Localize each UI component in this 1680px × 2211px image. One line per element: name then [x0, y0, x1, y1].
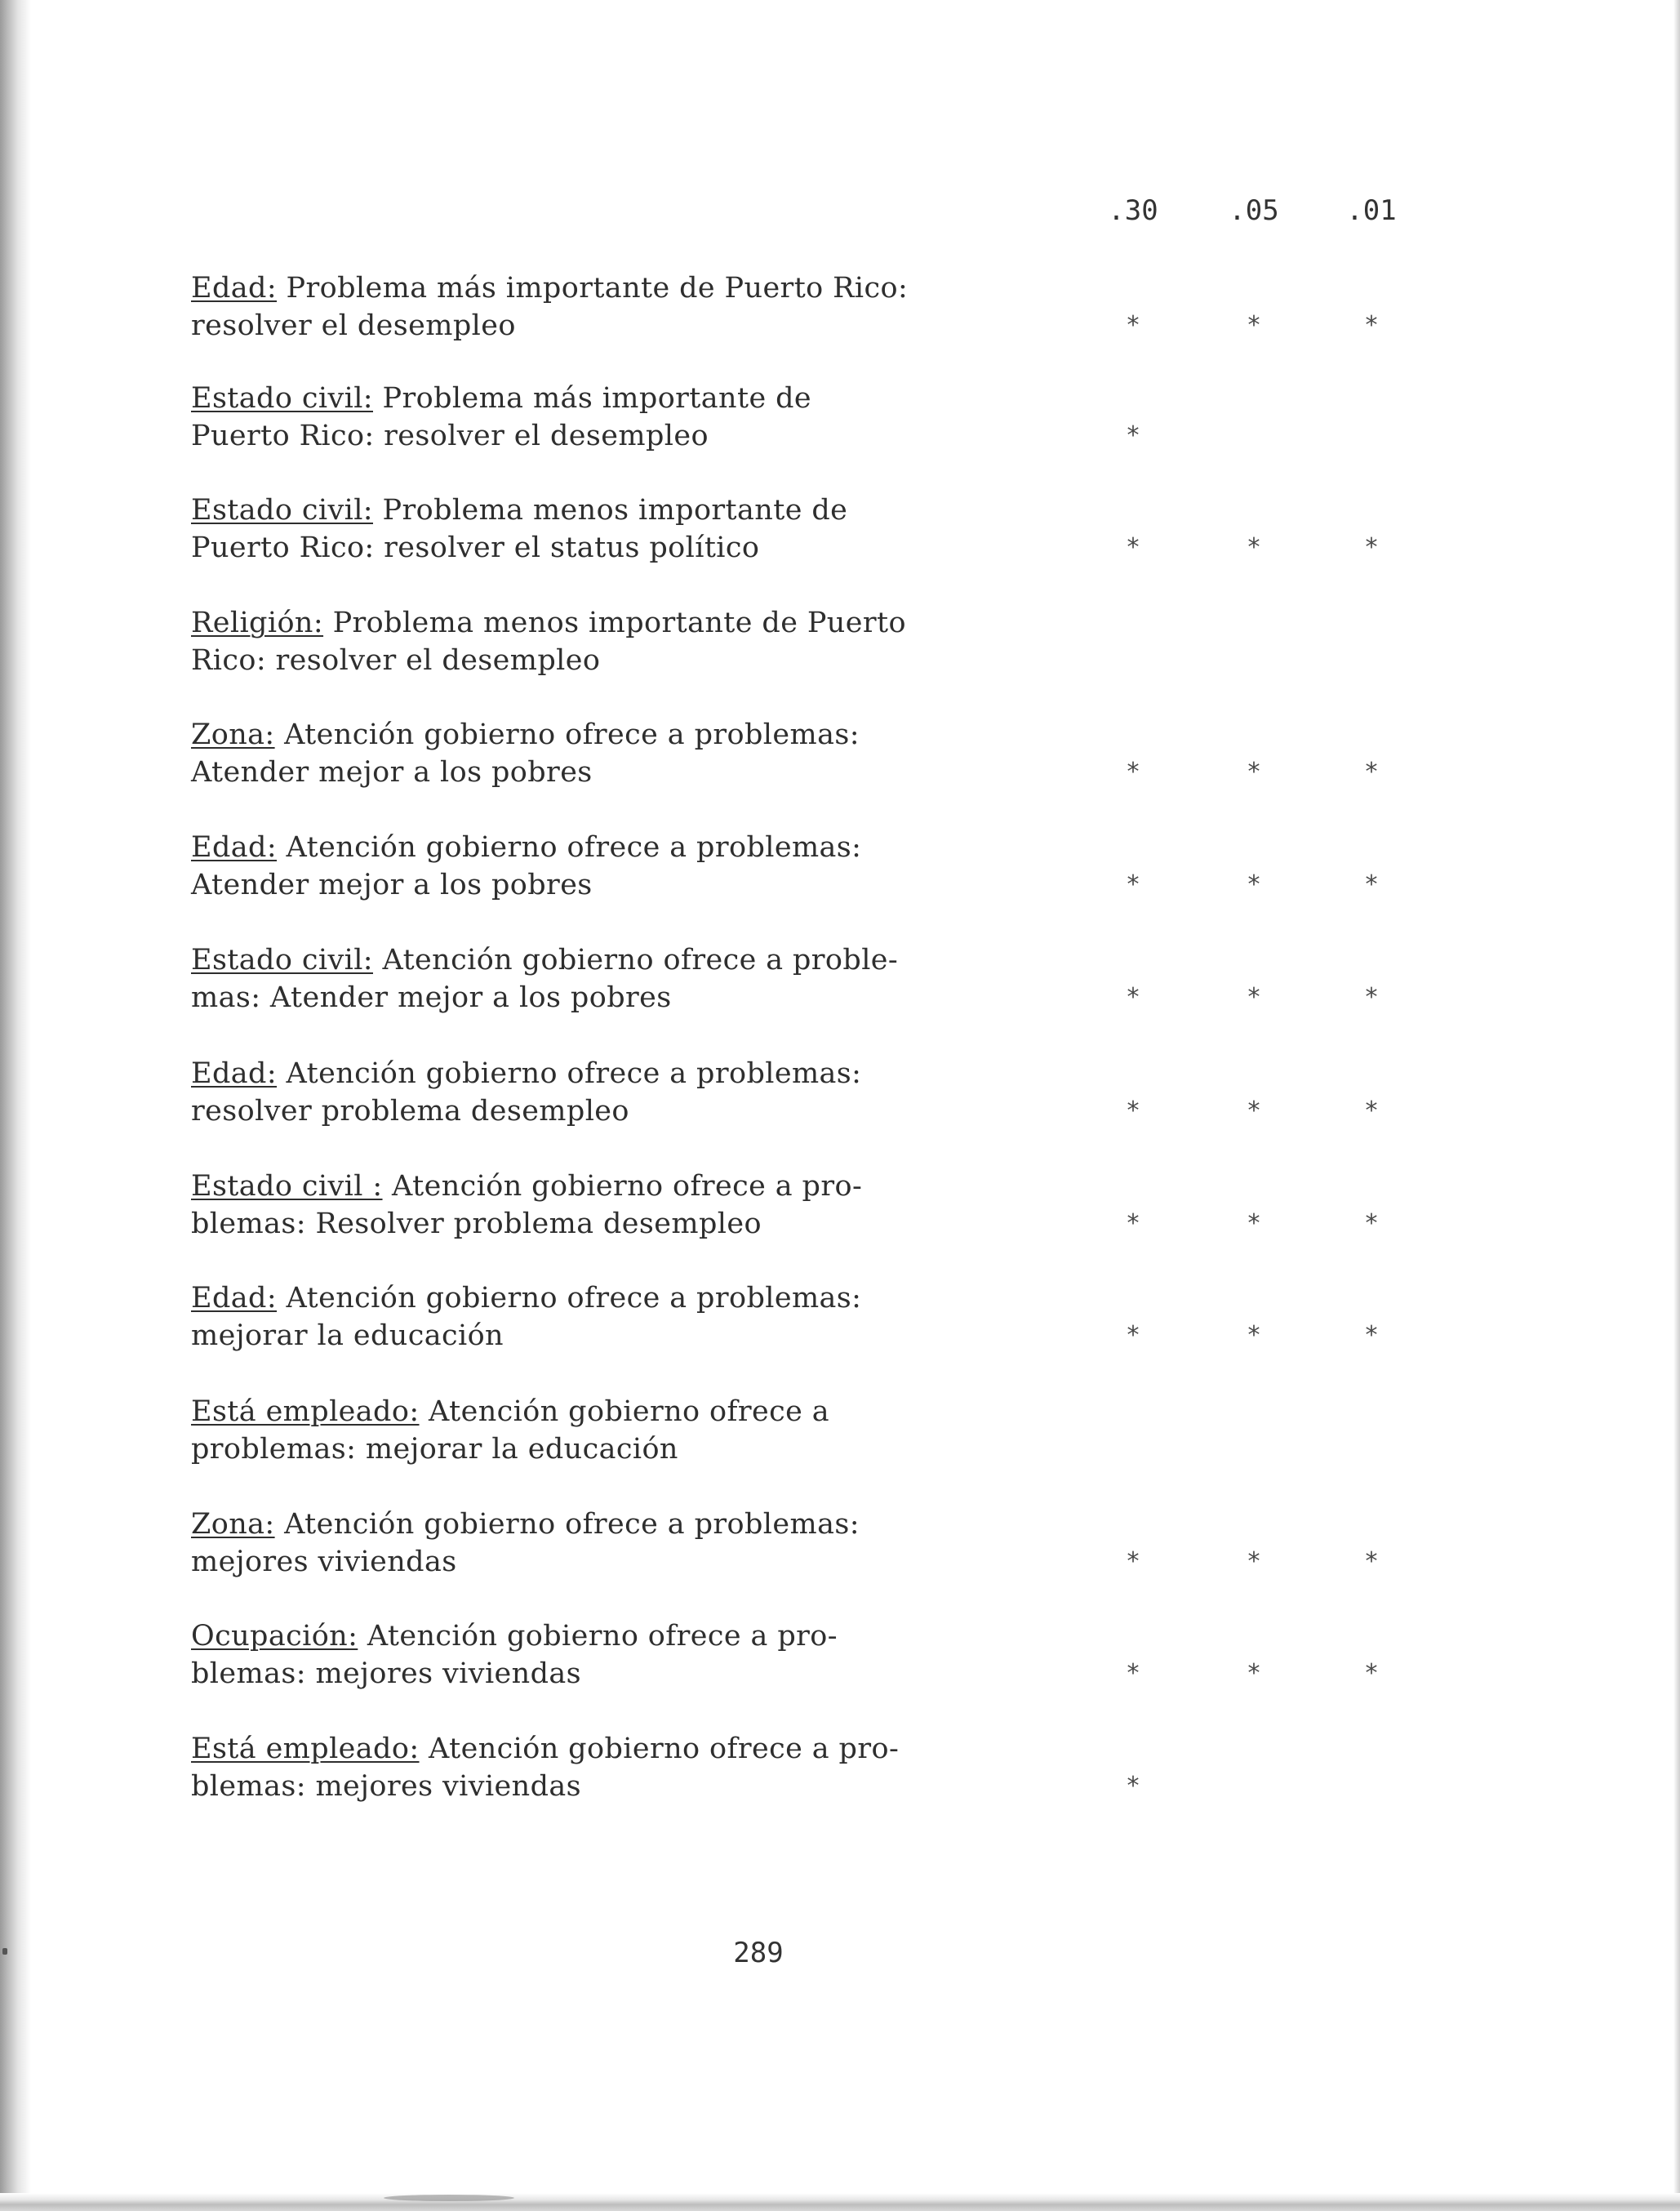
entry-line-1 — [191, 716, 1056, 754]
significance-marks — [1084, 866, 1417, 904]
column-header-30: .30 — [1108, 194, 1158, 227]
entry-line-2: Atender mejor a los pobres — [191, 869, 593, 901]
entry-line-1 — [191, 1617, 1056, 1655]
entry — [191, 716, 1056, 791]
entry-label: Está empleado: — [191, 1395, 420, 1428]
entry-line-2: blemas: mejores viviendas — [191, 1657, 582, 1690]
entry-text: Atención gobierno ofrece a pro- — [358, 1620, 838, 1653]
entry-line-2: blemas: Resolver problema desempleo — [191, 1208, 762, 1240]
page-number: 289 — [733, 1937, 784, 1969]
entry — [191, 1617, 1056, 1693]
mark-30: * — [1127, 758, 1140, 786]
entry-line-2: mejorar la educación — [191, 1319, 504, 1352]
mark-01: * — [1365, 311, 1378, 340]
mark-01: * — [1365, 870, 1378, 899]
entry-text: Atención gobierno ofrece a pro- — [419, 1733, 900, 1765]
entry-text: Problema menos importante de — [373, 494, 848, 527]
scan-right-edge — [1673, 0, 1680, 2211]
mark-01: * — [1365, 1659, 1378, 1688]
significance-marks — [1084, 1092, 1417, 1130]
entry — [191, 1055, 1056, 1130]
significance-marks — [1084, 529, 1417, 567]
mark-30: * — [1127, 870, 1140, 899]
significance-marks — [1084, 1768, 1417, 1805]
entry — [191, 604, 1056, 679]
significance-marks — [1084, 307, 1417, 345]
entry-label: Estado civil : — [191, 1170, 383, 1203]
entry-label: Edad: — [191, 1282, 278, 1315]
mark-01: * — [1365, 1547, 1378, 1576]
entry-text: Problema menos importante de Puerto — [323, 607, 906, 639]
mark-05: * — [1247, 1321, 1260, 1350]
entry — [191, 1730, 1056, 1805]
entry-line-2: resolver problema desempleo — [191, 1095, 629, 1128]
entry-line-2: Atender mejor a los pobres — [191, 756, 593, 789]
entry-label: Ocupación: — [191, 1620, 358, 1653]
scan-bottom-edge — [0, 2193, 1680, 2211]
entry-text: Problema más importante de Puerto Rico: — [277, 272, 909, 305]
entry-label: Estado civil: — [191, 382, 373, 415]
mark-05: * — [1247, 1659, 1260, 1688]
column-header-01: .01 — [1346, 194, 1397, 227]
mark-30: * — [1127, 533, 1140, 562]
entry — [191, 941, 1056, 1017]
mark-01: * — [1365, 983, 1378, 1012]
entry-label: Edad: — [191, 1057, 278, 1090]
entry-line-1 — [191, 1730, 1056, 1768]
mark-05: * — [1247, 870, 1260, 899]
mark-30: * — [1127, 1097, 1140, 1125]
entry — [191, 1168, 1056, 1243]
entry-line-2: Puerto Rico: resolver el desempleo — [191, 420, 709, 452]
entry-label: Zona: — [191, 1508, 275, 1541]
entry-line-2: blemas: mejores viviendas — [191, 1770, 582, 1803]
entry-line-1 — [191, 269, 1056, 307]
mark-05: * — [1247, 1097, 1260, 1125]
entry — [191, 829, 1056, 904]
mark-01: * — [1365, 533, 1378, 562]
scan-smudge — [384, 2195, 514, 2201]
mark-05: * — [1247, 1547, 1260, 1576]
entry-label: Religión: — [191, 607, 324, 639]
entry-line-1 — [191, 941, 1056, 979]
significance-marks — [1084, 754, 1417, 791]
mark-05: * — [1247, 758, 1260, 786]
entry-line-2: problemas: mejorar la educación — [191, 1433, 678, 1466]
entry-line-2: Rico: resolver el desempleo — [191, 644, 601, 677]
entry-line-1 — [191, 829, 1056, 866]
entry-line-2: mas: Atender mejor a los pobres — [191, 981, 672, 1014]
scan-speck — [2, 1948, 7, 1955]
entry-text: Atención gobierno ofrece a problemas: — [274, 718, 860, 751]
significance-marks — [1084, 1205, 1417, 1243]
entry-line-1 — [191, 604, 1056, 642]
mark-30: * — [1127, 311, 1140, 340]
significance-marks — [1084, 417, 1417, 455]
mark-01: * — [1365, 758, 1378, 786]
entry-label: Estado civil: — [191, 494, 373, 527]
entry — [191, 1393, 1056, 1468]
entry — [191, 269, 1056, 345]
entry-line-2: Puerto Rico: resolver el status político — [191, 532, 760, 564]
entry-text: Atención gobierno ofrece a problemas: — [274, 1508, 860, 1541]
entry-text: Atención gobierno ofrece a — [419, 1395, 830, 1428]
entry — [191, 1279, 1056, 1355]
entry-text: Problema más importante de — [373, 382, 811, 415]
entry-label: Está empleado: — [191, 1733, 420, 1765]
column-header-05: .05 — [1229, 194, 1279, 227]
mark-05: * — [1247, 533, 1260, 562]
entry-line-1 — [191, 1393, 1056, 1430]
entry — [191, 1506, 1056, 1581]
entry-line-2: resolver el desempleo — [191, 309, 516, 342]
entry-text: Atención gobierno ofrece a proble- — [373, 944, 899, 976]
mark-30: * — [1127, 421, 1140, 450]
significance-marks — [1084, 979, 1417, 1017]
entry-label: Edad: — [191, 831, 278, 864]
entry-text: Atención gobierno ofrece a problemas: — [277, 1057, 862, 1090]
entry-label: Estado civil: — [191, 944, 373, 976]
mark-30: * — [1127, 1321, 1140, 1350]
mark-05: * — [1247, 311, 1260, 340]
mark-30: * — [1127, 983, 1140, 1012]
scan-left-edge — [0, 0, 31, 2211]
mark-01: * — [1365, 1321, 1378, 1350]
significance-marks — [1084, 1317, 1417, 1355]
significance-marks — [1084, 642, 1417, 679]
entry-label: Zona: — [191, 718, 275, 751]
entry-label: Edad: — [191, 272, 278, 305]
entry-line-1 — [191, 1279, 1056, 1317]
entry-text: Atención gobierno ofrece a problemas: — [277, 1282, 862, 1315]
entry-line-2: mejores viviendas — [191, 1546, 457, 1578]
entry — [191, 380, 1056, 455]
mark-05: * — [1247, 1209, 1260, 1238]
mark-01: * — [1365, 1209, 1378, 1238]
mark-05: * — [1247, 983, 1260, 1012]
mark-30: * — [1127, 1772, 1140, 1800]
entry-line-1 — [191, 1055, 1056, 1092]
mark-30: * — [1127, 1209, 1140, 1238]
mark-30: * — [1127, 1659, 1140, 1688]
entry — [191, 492, 1056, 567]
entry-line-1 — [191, 380, 1056, 417]
mark-30: * — [1127, 1547, 1140, 1576]
entry-text: Atención gobierno ofrece a pro- — [382, 1170, 863, 1203]
entry-text: Atención gobierno ofrece a problemas: — [277, 831, 862, 864]
significance-marks — [1084, 1543, 1417, 1581]
significance-marks — [1084, 1430, 1417, 1468]
mark-01: * — [1365, 1097, 1378, 1125]
significance-marks — [1084, 1655, 1417, 1693]
entry-line-1 — [191, 1168, 1056, 1205]
entry-line-1 — [191, 492, 1056, 529]
entry-line-1 — [191, 1506, 1056, 1543]
